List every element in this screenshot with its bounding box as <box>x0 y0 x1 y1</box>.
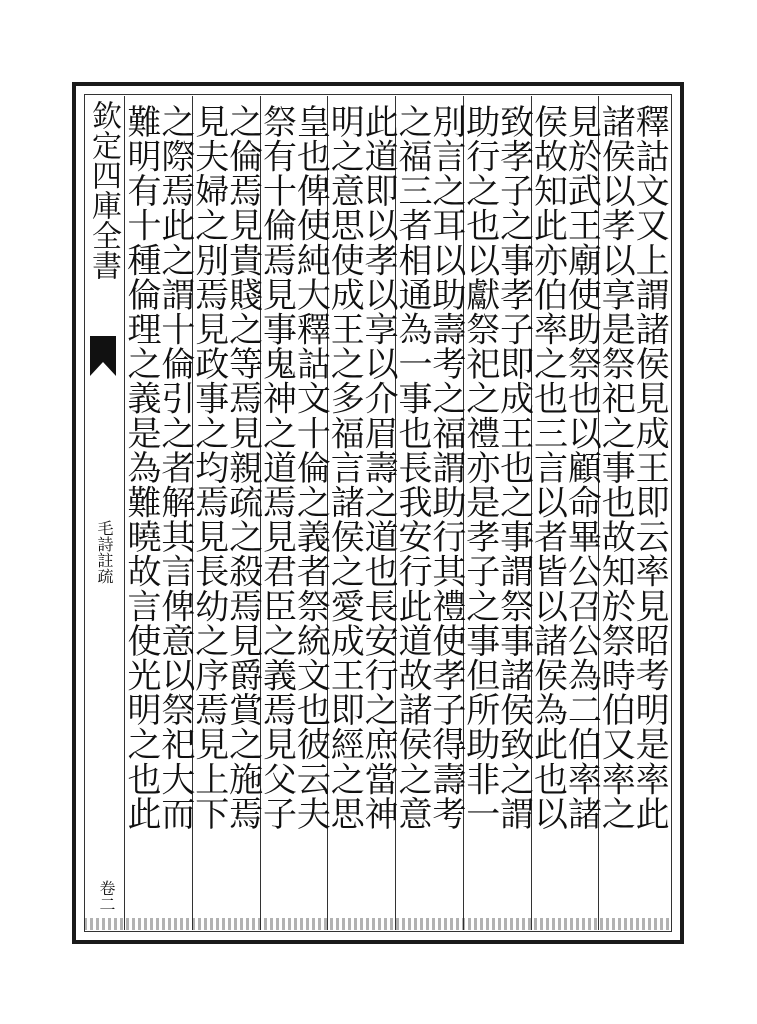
text-column: 見夫婦之別焉見政事之均焉見長幼之序焉見上下 <box>188 104 229 831</box>
text-column: 見於武王廟使助祭也以顧命畢公召公為二伯率諸 <box>561 104 602 831</box>
bottom-decorative-band <box>84 918 672 930</box>
text-column: 助行之也以獻祭祀之禮亦是孝子之事但所助非一 <box>459 104 500 831</box>
text-column: 釋詁文又上謂諸侯見成王即云率見昭考明是率此 <box>629 104 670 831</box>
fish-tail-icon <box>88 336 118 376</box>
collection-title: 欽定四庫全書 <box>86 100 121 280</box>
text-column: 皇也俾使純大釋詁文十倫之義者祭統文也彼云夫 <box>290 104 331 831</box>
text-column: 明之意思使成王之多福言諸侯之愛成王即經之思 <box>324 104 365 831</box>
text-column: 致孝子之事孝子即成王也之事謂祭事諸侯致之謂 <box>493 104 534 831</box>
chapter-title: 毛詩註疏 <box>95 520 114 584</box>
text-column: 之際焉此之謂十倫引之者解其言俾意以祭祀大而 <box>154 104 195 831</box>
text-column: 侯故知此亦伯率之也三言以者皆以諸侯為此也以 <box>527 104 568 831</box>
text-column: 諸侯以孝以享是祭祀之事也故知於祭時伯又率之 <box>595 104 636 831</box>
text-column: 祭有十倫焉見事鬼神之道焉見君臣之義焉見父子 <box>256 104 297 831</box>
page-margin-column <box>86 100 120 930</box>
text-column: 之福三者相通為一事也長我安行此道故諸侯之意 <box>391 104 432 831</box>
page-number: 卷二 <box>97 880 116 912</box>
text-column: 之倫焉見貴賤之等焉見親疏之殺焉見爵賞之施焉 <box>222 104 263 831</box>
text-column: 別言之耳以助壽考之福謂助行其禮使孝子得壽考 <box>425 104 466 831</box>
text-column: 難明有十種倫理之義是為難曉故言使光明之也此 <box>120 104 161 831</box>
text-column: 此道即以孝以享以介眉壽之道也長安行之庶當神 <box>358 104 399 831</box>
